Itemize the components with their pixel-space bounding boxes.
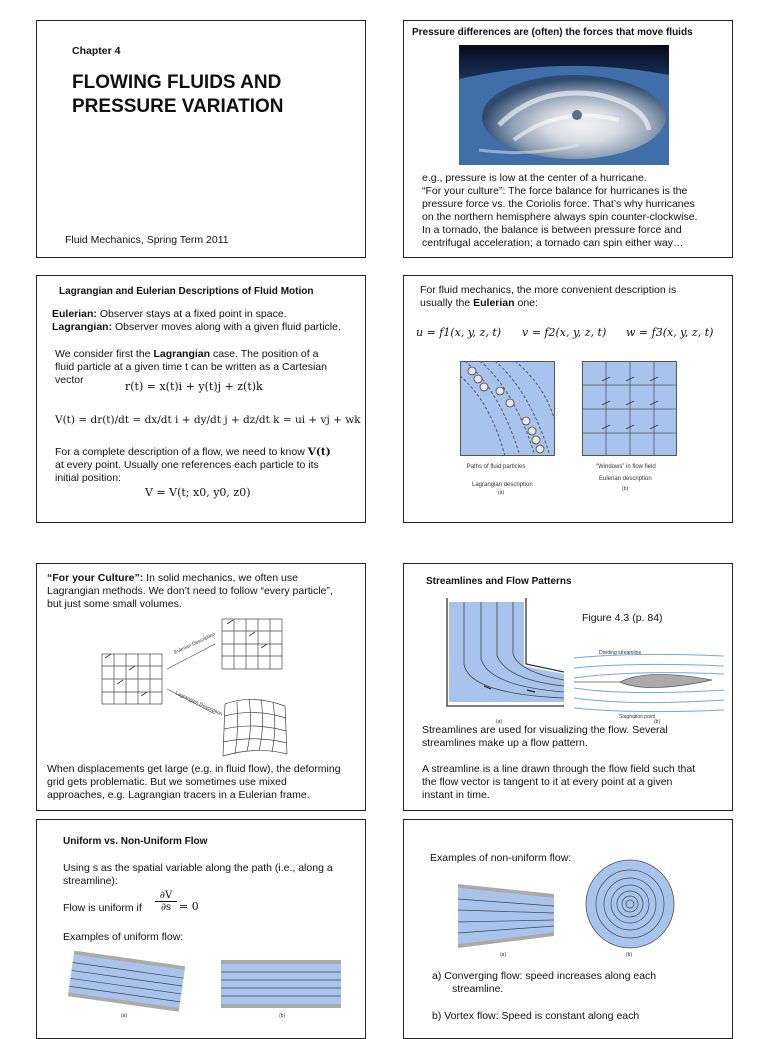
intro-text: Examples of non-uniform flow: <box>430 852 572 864</box>
equation-velocity: V(t) = dr(t)/dt = dx/dt i + dy/dt j + dz/dt k = ui + vj + wk <box>55 414 361 426</box>
text-line: e.g., pressure is low at the center of a hurricane. <box>422 172 647 184</box>
text-line: In a tornado, the balance is between pressure force and <box>422 224 682 236</box>
item-b: b) Vortex flow: Speed is constant along each <box>432 1010 640 1022</box>
streamline-text <box>422 724 695 802</box>
caption-b: (b) <box>654 719 661 725</box>
equation-fraction <box>155 890 177 913</box>
caption-b: (b) <box>626 952 633 958</box>
text: one: <box>514 297 538 309</box>
text-line: vector <box>55 374 84 386</box>
equation-u: u = f1(x, y, z, t) <box>416 326 502 339</box>
text: “For your Culture”: <box>47 572 144 584</box>
intro-text <box>420 284 676 310</box>
text-line: grid gets problematic. But we sometimes use mixed <box>47 776 287 788</box>
slide-nonuniform-flow <box>403 819 733 1039</box>
caption-a: (a) <box>121 1013 128 1019</box>
uniform-if-label: Flow is uniform if <box>63 902 142 914</box>
slide-culture-solids <box>36 563 366 811</box>
text: Lagrangian <box>153 348 211 360</box>
examples-label: Examples of uniform flow: <box>63 931 184 943</box>
equation-rhs: = 0 <box>179 900 199 913</box>
bottom-text <box>47 763 341 802</box>
airfoil-diagram <box>572 644 727 719</box>
text-line: “For your culture”: The force balance for hurricanes is the <box>422 185 688 197</box>
text-line: Streamlines are used for visualizing the flow. Several <box>422 724 668 736</box>
caption-a: (a) <box>500 952 507 958</box>
eulerian-text: Observer stays at a fixed point in space. <box>96 308 287 320</box>
slide-title: Streamlines and Flow Patterns <box>426 576 572 587</box>
text-line: on the northern hemisphere always spin counter-clockwise. <box>422 211 698 223</box>
equation-position: r(t) = x(t)i + y(t)j + z(t)k <box>125 380 263 393</box>
caption-windows: “Windows” in flow field <box>596 464 656 470</box>
text-line: streamlines make up a flow pattern. <box>422 737 588 749</box>
text-line: fluid particle at a given time t can be written as a Cartesian <box>55 361 327 373</box>
equation-w: w = f3(x, y, z, t) <box>626 326 714 339</box>
slide-uniform-flow <box>36 819 366 1039</box>
eulerian-label: Eulerian: <box>52 308 97 320</box>
vortex-flow-diagram <box>584 858 676 950</box>
caption-paths: Paths of fluid particles <box>466 464 526 470</box>
text: case. The position of a <box>210 348 319 360</box>
slide-title: Lagrangian and Eulerian Descriptions of Fluid Motion <box>59 286 314 297</box>
text-line: Lagrangian methods. We don’t need to follow “every particle”, <box>47 585 333 597</box>
caption-b: (b) <box>622 486 629 492</box>
equation-v: v = f2(x, y, z, t) <box>522 326 607 339</box>
text-line: streamline. <box>452 983 504 995</box>
caption-a: (a) <box>496 719 503 725</box>
slide-hurricane <box>403 20 733 258</box>
text: We consider first the <box>55 348 154 360</box>
caption-a: (a) <box>498 490 505 496</box>
figure-ref: Figure 4.3 (p. 84) <box>582 612 663 624</box>
text-line: but just some small volumes. <box>47 598 182 610</box>
eulerian-diagram <box>582 361 677 456</box>
label-stagnation: Stagnation point <box>619 714 656 720</box>
title-line-1: FLOWING FLUIDS AND <box>72 72 282 93</box>
slide-lagrangian-eulerian <box>36 275 366 523</box>
text-line: streamline): <box>63 875 118 887</box>
text-line: A streamline is a line drawn through the flow field such that <box>422 763 696 775</box>
text: In solid mechanics, we often use <box>143 572 298 584</box>
uniform-flow-diagram-b <box>219 958 344 1010</box>
text: usually the <box>420 297 474 309</box>
text: V(t) <box>307 446 331 458</box>
text-line: at every point. Usually one references each particle to its <box>55 459 319 471</box>
caption-lagrangian: Lagrangian description <box>472 482 533 488</box>
text-line: Using s as the spatial variable along the path (i.e., along a <box>63 862 333 874</box>
slide-title: Pressure differences are (often) the forces that move fluids <box>412 27 693 38</box>
hurricane-text <box>422 172 697 250</box>
solid-mechanics-diagram <box>97 614 307 759</box>
slide-title: Uniform vs. Non-Uniform Flow <box>63 836 208 847</box>
label-dividing: Dividing streamline <box>599 650 642 656</box>
text: Eulerian <box>473 297 515 309</box>
hurricane-image <box>459 45 669 165</box>
paragraph-2 <box>55 446 331 485</box>
text-line: pressure force vs. the Coriolis force. That’s why hurricanes <box>422 198 695 210</box>
text-line: instant in time. <box>422 789 490 801</box>
tank-streamline-diagram <box>439 594 564 722</box>
title-line-2: PRESSURE VARIATION <box>72 96 284 117</box>
slide-streamlines <box>403 563 733 811</box>
text-line: a) Converging flow: speed increases along each <box>432 970 657 982</box>
chapter-label: Chapter 4 <box>72 45 121 57</box>
label-lagrangian: Lagrangian Description <box>174 690 224 718</box>
text-line: For fluid mechanics, the more convenient description is <box>420 284 677 296</box>
intro-text <box>63 862 333 888</box>
lagrangian-label: Lagrangian: <box>52 321 113 333</box>
text: For a complete description of a flow, we need to know <box>55 446 305 458</box>
lagrangian-text: Observer moves along with a given fluid particle. <box>112 321 341 333</box>
text-line: approaches, e.g. Lagrangian tracers in a Eulerian frame. <box>47 789 310 801</box>
text-line: the flow vector is tangent to it at every point at a given <box>422 776 673 788</box>
page-title <box>72 71 284 119</box>
text-line: When displacements get large (e.g. in fluid flow), the deforming <box>47 763 341 775</box>
course-label: Fluid Mechanics, Spring Term 2011 <box>65 234 229 246</box>
definitions <box>52 308 341 334</box>
lagrangian-diagram <box>460 361 555 456</box>
label-eulerian: Eulerian Description <box>173 631 217 656</box>
item-a <box>432 970 656 996</box>
converging-flow-diagram <box>456 882 556 952</box>
uniform-flow-diagram-a <box>65 950 190 1020</box>
equation-numerator: ∂V <box>155 890 177 902</box>
equation-denominator: ∂s <box>160 902 172 913</box>
caption-eulerian: Eulerian description <box>599 476 652 482</box>
caption-b: (b) <box>279 1013 286 1019</box>
slide-title <box>36 20 366 258</box>
slide-eulerian <box>403 275 733 523</box>
equation-initial: V = V(t; x0, y0, z0) <box>145 486 251 499</box>
text-line: centrifugal acceleration; a tornado can spin either way… <box>422 237 684 249</box>
text-line: initial position: <box>55 472 121 484</box>
intro-text <box>47 572 333 611</box>
